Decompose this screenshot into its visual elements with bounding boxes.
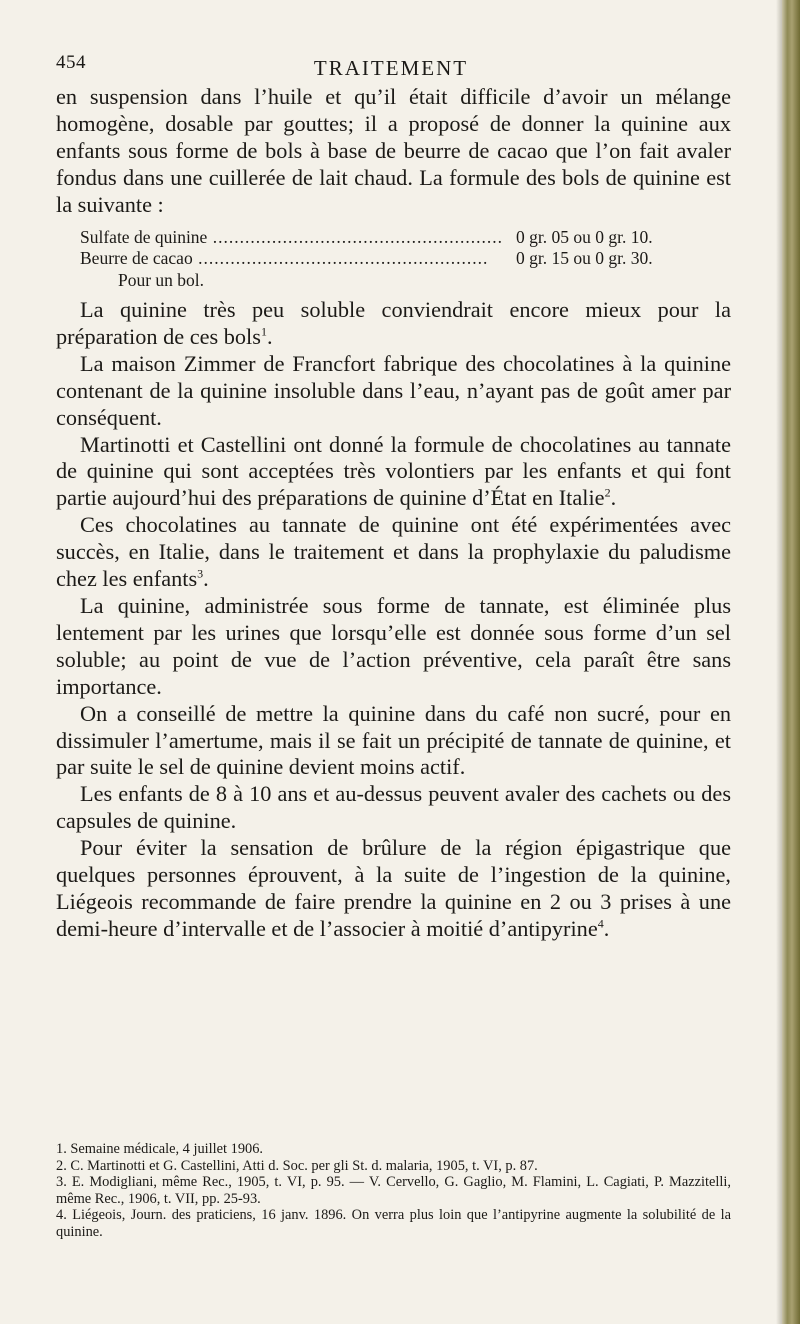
- formula-value: 0 gr. 05 ou 0 gr. 10.: [516, 226, 653, 247]
- paragraph-3: La maison Zimmer de Francfort fabrique des chocolatines à la quinine contenant de la quinine insoluble dans l’eau, n’ayant pas de goût amer par conséquent.: [56, 350, 731, 430]
- paragraph-end: .: [603, 915, 610, 941]
- paragraph-text: Martinotti et Castellini ont donné la formule de chocolatines au tannate de quinine qui sont acceptées très volontiers par les enfants et qui font partie aujourd’hui des préparations de quinine d’État en Italie: [56, 431, 731, 511]
- body-text: [56, 84, 731, 943]
- paragraph-8: Les enfants de 8 à 10 ans et au-dessus peuvent avaler des cachets ou des capsules de quinine.: [56, 781, 731, 834]
- paragraph-text: Pour éviter la sensation de brûlure de la région épigastrique que quelques personnes éprouvent, à la suite de l’ingestion de la quinine, Liégeois recommande de faire prendre la quinine en 2 ou 3 prises à une demi-heure d’intervalle et de l’associer à moitié d’antipyrine: [56, 835, 731, 941]
- formula-caption: Pour un bol.: [118, 269, 205, 290]
- paragraph-2: [56, 297, 731, 351]
- page-edge: [782, 0, 800, 1324]
- paragraph-1: en suspension dans l’huile et qu’il était difficile d’avoir un mélange homogène, dosable par gouttes; il a proposé de donner la quinine aux enfants sous forme de bols à base de beurre de cacao que l’on fait avaler fondus dans une cuillerée de lait chaud. La formule des bols de quinine est la suivante :: [56, 84, 731, 217]
- formula-row: [56, 227, 731, 249]
- running-head: TRAITEMENT: [313, 56, 469, 80]
- footnote-ref: 2: [604, 485, 611, 500]
- paragraph-5: [56, 512, 731, 593]
- footnotes: [56, 1141, 731, 1241]
- paragraph-end: .: [203, 566, 209, 592]
- paragraph-text: La quinine très peu soluble conviendrait encore mieux pour la préparation de ces bols: [56, 297, 731, 349]
- formula-item: Beurre de cacao .....: [80, 248, 510, 270]
- page-number: 454: [56, 52, 86, 73]
- formula-item: Sulfate de quinine .....: [80, 227, 510, 249]
- footnote-1: 1. Semaine médicale, 4 juillet 1906.: [56, 1141, 264, 1157]
- footnote-ref: 4: [597, 916, 604, 931]
- formula-row: [56, 248, 731, 270]
- footnote-ref: 3: [197, 566, 204, 581]
- footnote-ref: 1: [260, 324, 267, 339]
- paragraph-text: Ces chocolatines au tannate de quinine ont été expérimentées avec succès, en Italie, dans le traitement et dans la prophylaxie du paludisme chez les enfants: [56, 512, 731, 592]
- formula-value: 0 gr. 15 ou 0 gr. 30.: [516, 248, 653, 269]
- paragraph-7: On a conseillé de mettre la quinine dans du café non sucré, pour en dissimuler l’amertume, mais il se fait un précipité de tannate de quinine, et par suite le sel de quinine devient moins actif.: [56, 700, 731, 780]
- formula-table: [56, 227, 731, 292]
- paragraph-end: .: [610, 485, 617, 511]
- footnote-3: 3. E. Modigliani, même Rec., 1905, t. VI, p. 95. — V. Cervello, G. Gaglio, M. Flamini, L. Cagiati, P. Mazzitelli, même Rec., 1906, t. VII, pp. 25-93.: [56, 1174, 731, 1207]
- paragraph-6: La quinine, administrée sous forme de tannate, est éliminée plus lentement par les urines que lorsqu’elle est donnée sous forme d’un sel soluble; au point de vue de l’action préventive, cela paraît être sans importance.: [56, 593, 731, 699]
- paragraph-4: [56, 432, 731, 513]
- footnote-2: 2. C. Martinotti et G. Castellini, Atti d. Soc. per gli St. d. malaria, 1905, t. VI, p. 87.: [56, 1157, 538, 1174]
- paragraph-9: [56, 835, 731, 943]
- paragraph-end: .: [266, 323, 273, 349]
- footnote-4: 4. Liégeois, Journ. des praticiens, 16 janv. 1896. On verra plus loin que l’antipyrine augmente la solubilité de la quinine.: [56, 1207, 731, 1240]
